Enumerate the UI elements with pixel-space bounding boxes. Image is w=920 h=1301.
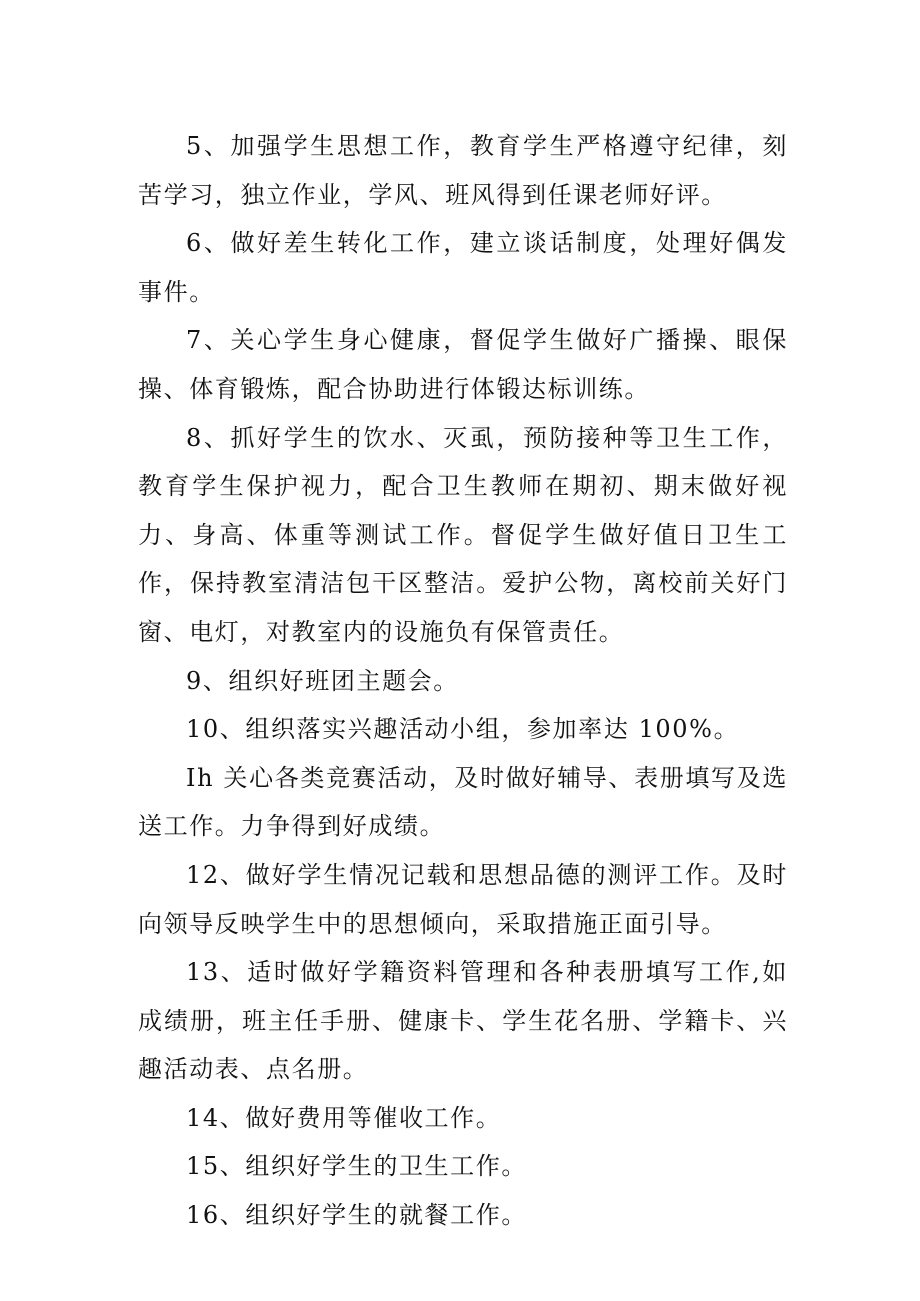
paragraph-item-5: 5、加强学生思想工作，教育学生严格遵守纪律，刻苦学习，独立作业，学风、班风得到任课老师好评。: [138, 132, 788, 209]
document-body: [138, 122, 788, 1240]
paragraph-item-8: 8、抓好学生的饮水、灭虱，预防接种等卫生工作，教育学生保护视力，配合卫生教师在期初、期末做好视力、身高、体重等测试工作。督促学生做好值日卫生工作，保持教室清洁包干区整洁。爱护公物，离校前关好门窗、电灯，对教室内的设施负有保管责任。: [138, 423, 788, 646]
paragraph-item-11: Ih 关心各类竞赛活动，及时做好辅导、表册填写及选送工作。力争得到好成绩。: [138, 763, 788, 841]
paragraph-item-6: 6、做好差生转化工作，建立谈话制度，处理好偶发事件。: [138, 229, 788, 306]
paragraph-item-13: 13、适时做好学籍资料管理和各种表册填写工作,如成绩册，班主任手册、健康卡、学生花名册、学籍卡、兴趣活动表、点名册。: [138, 958, 788, 1084]
paragraph-item-9: 9、组织好班团主题会。: [186, 666, 459, 695]
paragraph-item-15: 15、组织好学生的卫生工作。: [186, 1152, 527, 1181]
paragraph-item-12: 12、做好学生情况记载和思想品德的测评工作。及时向领导反映学生中的思想倾向，采取措施正面引导。: [138, 860, 788, 938]
paragraph-item-14: 14、做好费用等催收工作。: [186, 1103, 502, 1132]
paragraph-item-7: 7、关心学生身心健康，督促学生做好广播操、眼保操、体育锻炼，配合协助进行体锻达标训练。: [138, 326, 788, 403]
paragraph-item-16: 16、组织好学生的就餐工作。: [186, 1201, 527, 1230]
paragraph-item-10: 10、组织落实兴趣活动小组，参加率达 100%。: [186, 715, 740, 744]
